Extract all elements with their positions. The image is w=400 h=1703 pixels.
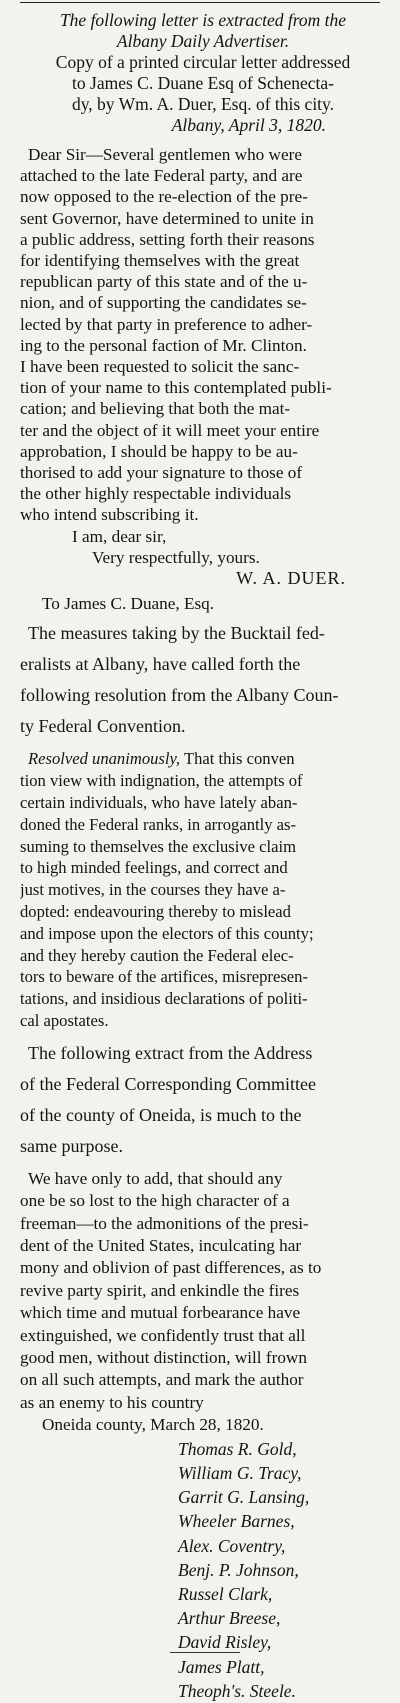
extract-paragraph bbox=[20, 1038, 386, 1162]
oneida-line: which time and mutual forbearance have bbox=[20, 1303, 301, 1323]
resolution-line: just motives, in the courses they have a- bbox=[20, 880, 286, 900]
letter-line: sent Governor, have determined to unite in bbox=[20, 208, 314, 228]
resolution-line: doned the Federal ranks, in arrogantly as- bbox=[20, 814, 297, 834]
letter-line: lected by that party in preference to adher- bbox=[20, 314, 313, 334]
letter-line: the other highly respectable individuals bbox=[20, 484, 292, 504]
letter-line: who intend subscribing it. bbox=[20, 505, 199, 525]
bottom-rule bbox=[170, 1652, 240, 1653]
letter-line: for identifying themselves with the great bbox=[20, 251, 300, 271]
measures-line: following resolution from the Albany Coun- bbox=[20, 685, 339, 706]
measures-paragraph bbox=[20, 618, 386, 742]
oneida-line: freeman—to the admonitions of the presi- bbox=[20, 1213, 309, 1233]
signature: W. A. DUER. bbox=[236, 568, 346, 589]
extract-line: The following extract from the Address bbox=[28, 1042, 313, 1063]
letter-line: tion of your name to this contemplated publi- bbox=[20, 378, 332, 398]
signatory-name: Benj. P. Johnson, bbox=[178, 1559, 299, 1580]
dateline: Albany, April 3, 1820. bbox=[171, 115, 326, 135]
extract-line: of the county of Oneida, is much to the bbox=[20, 1104, 302, 1125]
letter-line: thorised to add your signature to those of bbox=[20, 463, 303, 483]
article-header bbox=[20, 10, 386, 136]
letter-line: nion, and of supporting the candidates se- bbox=[20, 293, 307, 313]
measures-line: The measures taking by the Bucktail fed- bbox=[28, 623, 325, 644]
letter-line: ter and the object of it will meet your entire bbox=[20, 420, 320, 440]
resolution-line: and impose upon the electors of this county; bbox=[20, 923, 314, 943]
signatory-name: William G. Tracy, bbox=[178, 1462, 302, 1483]
oneida-line: extinguished, we confidently trust that all bbox=[20, 1325, 306, 1345]
letter-line: ing to the personal faction of Mr. Clinton. bbox=[20, 335, 307, 355]
extract-line: of the Federal Corresponding Committee bbox=[20, 1073, 316, 1094]
letter-line: Dear Sir—Several gentlemen who were bbox=[28, 145, 302, 164]
signatories-list bbox=[20, 1437, 386, 1703]
resolution-line: tion view with indignation, the attempts of bbox=[20, 771, 303, 791]
letter-line: I have been requested to solicit the sanc- bbox=[20, 357, 300, 377]
letter-line: cation; and believing that both the mat- bbox=[20, 399, 291, 419]
resolution-lead: Resolved unanimously, bbox=[28, 749, 181, 769]
measures-line: ty Federal Convention. bbox=[20, 716, 186, 737]
addressee: To James C. Duane, Esq. bbox=[42, 594, 215, 614]
resolution-line: dopted: endeavouring thereby to mislead bbox=[20, 902, 291, 922]
oneida-line: one be so lost to the high character of a bbox=[20, 1191, 290, 1211]
resolution-first-line: That this conven bbox=[180, 749, 295, 769]
signatory-name: Garrit G. Lansing, bbox=[178, 1487, 310, 1508]
signatory-name: Alex. Coventry, bbox=[178, 1535, 286, 1556]
top-rule bbox=[20, 2, 380, 3]
oneida-line: revive party spirit, and enkindle the fires bbox=[20, 1280, 300, 1300]
letter-line: approbation, I should be happy to be au- bbox=[20, 441, 298, 461]
closing-salutation: I am, dear sir, bbox=[72, 526, 167, 546]
resolution-line: to high minded feelings, and correct and bbox=[20, 858, 288, 878]
letter-line: now opposed to the re-election of the pre- bbox=[20, 187, 308, 207]
signatory-name: David Risley, bbox=[178, 1632, 272, 1653]
oneida-line: as an enemy to his country bbox=[20, 1392, 204, 1412]
letter-line: republican party of this state and of the u- bbox=[20, 272, 308, 292]
intro-line: The following letter is extracted from the bbox=[59, 10, 347, 30]
letter-paragraph-2 bbox=[20, 356, 386, 614]
oneida-dateline: Oneida county, March 28, 1820. bbox=[42, 1415, 264, 1435]
letter-paragraph-1 bbox=[20, 144, 386, 356]
intro-line: Albany Daily Advertiser. bbox=[116, 31, 290, 51]
signatory-name: Russel Clark, bbox=[178, 1583, 273, 1604]
letter-line: attached to the late Federal party, and are bbox=[20, 166, 303, 186]
oneida-line: good men, without distinction, will frown bbox=[20, 1348, 307, 1368]
measures-line: eralists at Albany, have called forth the bbox=[20, 654, 301, 675]
oneida-paragraph bbox=[20, 1168, 386, 1437]
oneida-line: We have only to add, that should any bbox=[28, 1168, 283, 1188]
resolution-line: suming to themselves the exclusive claim bbox=[20, 836, 297, 856]
oneida-line: mony and oblivion of past differences, as to bbox=[20, 1258, 322, 1278]
resolution-paragraph bbox=[20, 748, 386, 1031]
oneida-line: on all such attempts, and mark the author bbox=[20, 1370, 304, 1390]
oneida-line: dent of the United States, inculcating har bbox=[20, 1236, 302, 1256]
copy-line: to James C. Duane Esq of Schenecta- bbox=[72, 73, 334, 93]
closing-regards: Very respectfully, yours. bbox=[92, 547, 260, 567]
resolution-line: tations, and insidious declarations of politi- bbox=[20, 989, 308, 1009]
resolution-line: cal apostates. bbox=[20, 1011, 109, 1031]
signatory-name: Thomas R. Gold, bbox=[178, 1438, 297, 1459]
copy-line: dy, by Wm. A. Duer, Esq. of this city. bbox=[71, 94, 335, 114]
signatory-name: Theoph's. Steele. bbox=[178, 1680, 296, 1701]
extract-line: same purpose. bbox=[20, 1135, 123, 1156]
resolution-line: tors to beware of the artifices, misrepresen- bbox=[20, 967, 308, 987]
resolution-line: certain individuals, who have lately aban- bbox=[20, 793, 298, 813]
letter-line: a public address, setting forth their reasons bbox=[20, 229, 315, 249]
signatory-name: Arthur Breese, bbox=[178, 1608, 281, 1629]
resolution-line: and they hereby caution the Federal elec- bbox=[20, 945, 294, 965]
signatory-name: Wheeler Barnes, bbox=[178, 1511, 295, 1532]
signatory-name: James Platt, bbox=[178, 1656, 265, 1677]
copy-line: Copy of a printed circular letter addressed bbox=[55, 52, 351, 72]
